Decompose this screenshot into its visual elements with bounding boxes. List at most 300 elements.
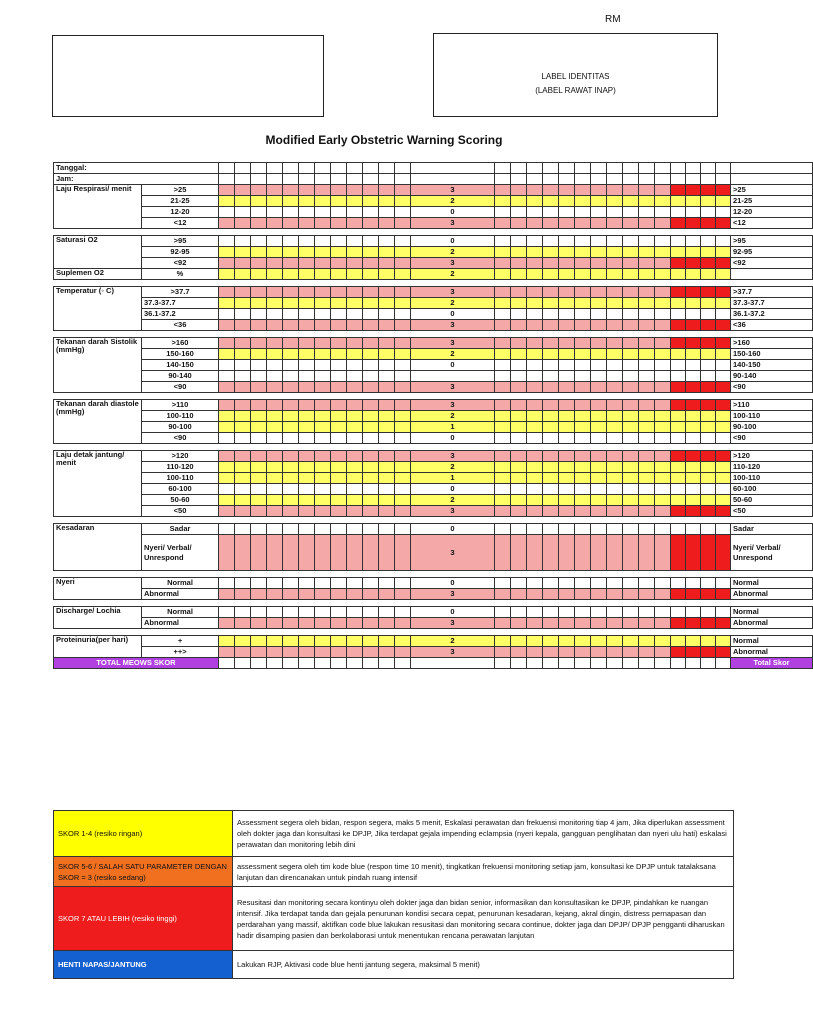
entry-cell xyxy=(607,451,623,462)
entry-cell xyxy=(379,298,395,309)
entry-cell xyxy=(607,338,623,349)
entry-cell xyxy=(559,258,575,269)
entry-cell xyxy=(283,411,299,422)
entry-cell xyxy=(331,578,347,589)
entry-cell xyxy=(283,185,299,196)
entry-cell xyxy=(639,462,655,473)
page-title: Modified Early Obstetric Warning Scoring xyxy=(265,133,503,147)
table-row xyxy=(54,607,813,618)
entry-cell xyxy=(495,647,511,658)
entry-cell xyxy=(527,207,543,218)
score-value: 3 xyxy=(411,451,495,462)
total-cell xyxy=(655,658,671,669)
entry-cell xyxy=(235,218,251,229)
entry-cell xyxy=(363,473,379,484)
entry-cell xyxy=(655,462,671,473)
entry-cell xyxy=(575,174,591,185)
entry-cell xyxy=(251,578,267,589)
entry-cell xyxy=(686,236,701,247)
entry-cell xyxy=(395,578,411,589)
entry-cell xyxy=(575,495,591,506)
entry-cell xyxy=(511,360,527,371)
entry-cell xyxy=(543,484,559,495)
entry-cell xyxy=(267,174,283,185)
identity-label-box xyxy=(433,33,718,117)
entry-cell xyxy=(716,320,731,331)
legend-row xyxy=(54,887,734,951)
score-value: 1 xyxy=(411,422,495,433)
entry-cell xyxy=(363,163,379,174)
entry-cell xyxy=(251,236,267,247)
entry-cell xyxy=(607,506,623,517)
entry-cell xyxy=(543,360,559,371)
range-label: + xyxy=(142,636,219,647)
entry-cell xyxy=(251,163,267,174)
entry-cell xyxy=(607,422,623,433)
entry-cell xyxy=(591,349,607,360)
entry-cell xyxy=(267,360,283,371)
range-label-right: Abnormal xyxy=(731,618,813,629)
entry-cell xyxy=(299,196,315,207)
entry-cell xyxy=(623,371,639,382)
entry-cell xyxy=(315,411,331,422)
entry-cell xyxy=(575,196,591,207)
entry-cell xyxy=(607,196,623,207)
entry-cell xyxy=(655,484,671,495)
entry-cell xyxy=(639,433,655,444)
legend-row xyxy=(54,857,734,887)
entry-cell xyxy=(331,196,347,207)
entry-cell xyxy=(686,247,701,258)
entry-cell xyxy=(235,618,251,629)
entry-cell xyxy=(299,400,315,411)
entry-cell xyxy=(623,400,639,411)
entry-cell xyxy=(251,473,267,484)
entry-cell xyxy=(331,360,347,371)
entry-cell xyxy=(251,371,267,382)
range-label-right xyxy=(731,269,813,280)
entry-cell xyxy=(671,451,686,462)
entry-cell xyxy=(639,400,655,411)
risk-level-label: SKOR 5-6 / SALAH SATU PARAMETER DENGAN SKOR = 3 (resiko sedang) xyxy=(54,857,233,887)
entry-cell xyxy=(495,218,511,229)
entry-cell xyxy=(655,371,671,382)
entry-cell xyxy=(527,451,543,462)
entry-cell xyxy=(701,185,716,196)
spacer-cell xyxy=(54,629,813,636)
entry-cell xyxy=(347,371,363,382)
entry-cell xyxy=(623,269,639,280)
entry-cell xyxy=(235,506,251,517)
entry-cell xyxy=(251,433,267,444)
entry-cell xyxy=(623,473,639,484)
entry-cell xyxy=(363,287,379,298)
entry-cell xyxy=(363,349,379,360)
entry-cell xyxy=(655,636,671,647)
total-score-label: Total Skor xyxy=(731,658,813,669)
entry-cell xyxy=(495,320,511,331)
entry-cell xyxy=(235,360,251,371)
entry-cell xyxy=(251,382,267,393)
entry-cell xyxy=(607,578,623,589)
entry-cell xyxy=(495,349,511,360)
table-row xyxy=(54,451,813,462)
entry-cell xyxy=(686,298,701,309)
entry-cell xyxy=(716,462,731,473)
entry-cell xyxy=(331,400,347,411)
entry-cell xyxy=(686,174,701,185)
entry-cell xyxy=(315,236,331,247)
entry-cell xyxy=(701,535,716,571)
entry-cell xyxy=(511,258,527,269)
entry-cell xyxy=(701,484,716,495)
entry-cell xyxy=(283,589,299,600)
entry-cell xyxy=(607,382,623,393)
entry-cell xyxy=(251,411,267,422)
entry-cell xyxy=(607,535,623,571)
entry-cell xyxy=(731,174,813,185)
entry-cell xyxy=(267,433,283,444)
entry-cell xyxy=(299,287,315,298)
entry-cell xyxy=(347,473,363,484)
entry-cell xyxy=(379,349,395,360)
entry-cell xyxy=(299,647,315,658)
entry-cell xyxy=(283,382,299,393)
entry-cell xyxy=(251,462,267,473)
spacer-cell xyxy=(54,444,813,451)
entry-cell xyxy=(315,360,331,371)
entry-cell xyxy=(559,287,575,298)
entry-cell xyxy=(575,589,591,600)
entry-cell xyxy=(299,506,315,517)
entry-cell xyxy=(315,484,331,495)
entry-cell xyxy=(639,207,655,218)
entry-cell xyxy=(701,338,716,349)
entry-cell xyxy=(575,349,591,360)
entry-cell xyxy=(363,298,379,309)
range-label-right: 12-20 xyxy=(731,207,813,218)
entry-cell xyxy=(219,535,235,571)
entry-cell xyxy=(315,287,331,298)
entry-cell xyxy=(591,338,607,349)
entry-cell xyxy=(559,207,575,218)
entry-cell xyxy=(575,269,591,280)
score-value: 3 xyxy=(411,618,495,629)
entry-cell xyxy=(623,433,639,444)
entry-cell xyxy=(639,535,655,571)
entry-cell xyxy=(395,207,411,218)
entry-cell xyxy=(639,506,655,517)
entry-cell xyxy=(395,484,411,495)
entry-cell xyxy=(331,473,347,484)
total-cell xyxy=(623,658,639,669)
entry-cell xyxy=(347,196,363,207)
entry-cell xyxy=(251,618,267,629)
entry-cell xyxy=(347,422,363,433)
entry-cell xyxy=(331,422,347,433)
range-label: 100-110 xyxy=(142,473,219,484)
entry-cell xyxy=(511,309,527,320)
entry-cell xyxy=(251,247,267,258)
entry-cell xyxy=(655,207,671,218)
entry-cell xyxy=(655,349,671,360)
entry-cell xyxy=(671,247,686,258)
entry-cell xyxy=(639,451,655,462)
entry-cell xyxy=(543,163,559,174)
entry-cell xyxy=(379,320,395,331)
entry-cell xyxy=(575,535,591,571)
entry-cell xyxy=(363,636,379,647)
entry-cell xyxy=(219,269,235,280)
entry-cell xyxy=(559,589,575,600)
entry-cell xyxy=(591,506,607,517)
range-label-right: 100-110 xyxy=(731,411,813,422)
score-value: 0 xyxy=(411,578,495,589)
entry-cell xyxy=(283,484,299,495)
entry-cell xyxy=(363,371,379,382)
entry-cell xyxy=(607,473,623,484)
entry-cell xyxy=(379,422,395,433)
entry-cell xyxy=(395,236,411,247)
entry-cell xyxy=(363,309,379,320)
entry-cell xyxy=(716,411,731,422)
entry-cell xyxy=(701,451,716,462)
range-label: 100-110 xyxy=(142,411,219,422)
entry-cell xyxy=(701,462,716,473)
entry-cell xyxy=(219,320,235,331)
entry-cell xyxy=(395,451,411,462)
entry-cell xyxy=(347,618,363,629)
entry-cell xyxy=(495,269,511,280)
entry-cell xyxy=(315,320,331,331)
table-row xyxy=(54,196,813,207)
entry-cell xyxy=(315,451,331,462)
entry-cell xyxy=(379,309,395,320)
entry-cell xyxy=(219,433,235,444)
entry-cell xyxy=(655,535,671,571)
entry-cell xyxy=(379,484,395,495)
entry-cell xyxy=(591,298,607,309)
group-spacer xyxy=(54,280,813,287)
entry-cell xyxy=(701,287,716,298)
entry-cell xyxy=(686,422,701,433)
entry-cell xyxy=(511,185,527,196)
entry-cell xyxy=(235,400,251,411)
entry-cell xyxy=(527,636,543,647)
entry-cell xyxy=(559,349,575,360)
entry-cell xyxy=(671,524,686,535)
total-cell xyxy=(235,658,251,669)
risk-action-text: Lakukan RJP, Aktivasi code blue henti jantung segera, maksimal 5 menit) xyxy=(233,951,734,979)
entry-cell xyxy=(559,495,575,506)
group-spacer xyxy=(54,229,813,236)
entry-cell xyxy=(235,636,251,647)
entry-cell xyxy=(251,258,267,269)
entry-cell xyxy=(655,422,671,433)
score-value: 0 xyxy=(411,207,495,218)
entry-cell xyxy=(701,207,716,218)
entry-cell xyxy=(716,647,731,658)
entry-cell xyxy=(331,462,347,473)
entry-cell xyxy=(623,578,639,589)
entry-cell xyxy=(701,218,716,229)
entry-cell xyxy=(235,338,251,349)
entry-cell xyxy=(315,462,331,473)
entry-cell xyxy=(283,524,299,535)
score-value: 0 xyxy=(411,236,495,247)
entry-cell xyxy=(251,185,267,196)
range-label-right: 36.1-37.2 xyxy=(731,309,813,320)
entry-cell xyxy=(219,506,235,517)
entry-cell xyxy=(379,607,395,618)
entry-cell xyxy=(283,207,299,218)
entry-cell xyxy=(716,247,731,258)
entry-cell xyxy=(511,236,527,247)
entry-cell xyxy=(591,473,607,484)
entry-cell xyxy=(591,236,607,247)
entry-cell xyxy=(701,473,716,484)
entry-cell xyxy=(511,400,527,411)
entry-cell xyxy=(511,196,527,207)
entry-cell xyxy=(623,298,639,309)
table-row xyxy=(54,298,813,309)
entry-cell xyxy=(379,247,395,258)
entry-cell xyxy=(495,338,511,349)
entry-cell xyxy=(251,174,267,185)
entry-cell xyxy=(379,163,395,174)
entry-cell xyxy=(235,607,251,618)
entry-cell xyxy=(623,338,639,349)
entry-cell xyxy=(716,309,731,320)
entry-cell xyxy=(716,636,731,647)
entry-cell xyxy=(686,218,701,229)
entry-cell xyxy=(511,647,527,658)
entry-cell xyxy=(267,400,283,411)
entry-cell xyxy=(639,360,655,371)
entry-cell xyxy=(251,535,267,571)
entry-cell xyxy=(701,400,716,411)
entry-cell xyxy=(686,484,701,495)
range-label: >25 xyxy=(142,185,219,196)
entry-cell xyxy=(527,269,543,280)
entry-cell xyxy=(591,524,607,535)
entry-cell xyxy=(591,400,607,411)
entry-cell xyxy=(315,589,331,600)
entry-cell xyxy=(527,320,543,331)
entry-cell xyxy=(347,382,363,393)
entry-cell xyxy=(527,174,543,185)
entry-cell xyxy=(315,349,331,360)
entry-cell xyxy=(527,309,543,320)
score-value: 3 xyxy=(411,506,495,517)
entry-cell xyxy=(379,473,395,484)
entry-cell xyxy=(315,371,331,382)
range-label: 60-100 xyxy=(142,484,219,495)
entry-cell xyxy=(495,298,511,309)
entry-cell xyxy=(527,433,543,444)
entry-cell xyxy=(235,462,251,473)
entry-cell xyxy=(299,236,315,247)
entry-cell xyxy=(315,607,331,618)
entry-cell xyxy=(527,462,543,473)
entry-cell xyxy=(607,258,623,269)
entry-cell xyxy=(379,433,395,444)
total-cell xyxy=(331,658,347,669)
entry-cell xyxy=(575,422,591,433)
entry-cell xyxy=(315,382,331,393)
entry-cell xyxy=(655,185,671,196)
entry-cell xyxy=(575,524,591,535)
entry-cell xyxy=(267,371,283,382)
total-cell xyxy=(527,658,543,669)
entry-cell xyxy=(495,247,511,258)
entry-cell xyxy=(347,636,363,647)
entry-cell xyxy=(543,607,559,618)
entry-cell xyxy=(219,174,235,185)
entry-cell xyxy=(671,535,686,571)
entry-cell xyxy=(543,535,559,571)
entry-cell xyxy=(671,382,686,393)
entry-cell xyxy=(267,607,283,618)
entry-cell xyxy=(686,400,701,411)
entry-cell xyxy=(379,647,395,658)
entry-cell xyxy=(511,607,527,618)
entry-cell xyxy=(283,163,299,174)
entry-cell xyxy=(283,473,299,484)
entry-cell xyxy=(686,320,701,331)
entry-cell xyxy=(527,218,543,229)
entry-cell xyxy=(701,174,716,185)
entry-cell xyxy=(331,349,347,360)
entry-cell xyxy=(575,618,591,629)
entry-cell xyxy=(315,618,331,629)
entry-cell xyxy=(331,607,347,618)
total-cell xyxy=(511,658,527,669)
spacer-cell xyxy=(54,280,813,287)
entry-cell xyxy=(315,473,331,484)
entry-cell xyxy=(623,636,639,647)
entry-cell xyxy=(639,236,655,247)
entry-cell xyxy=(591,422,607,433)
entry-cell xyxy=(671,174,686,185)
entry-cell xyxy=(623,349,639,360)
group-spacer xyxy=(54,393,813,400)
range-label-right: 21-25 xyxy=(731,196,813,207)
entry-cell xyxy=(379,207,395,218)
entry-cell xyxy=(511,247,527,258)
entry-cell xyxy=(395,338,411,349)
entry-cell xyxy=(639,636,655,647)
entry-cell xyxy=(655,524,671,535)
entry-cell xyxy=(219,338,235,349)
entry-cell xyxy=(267,636,283,647)
range-label: <90 xyxy=(142,382,219,393)
entry-cell xyxy=(511,578,527,589)
entry-cell xyxy=(283,495,299,506)
entry-cell xyxy=(283,433,299,444)
entry-cell xyxy=(716,578,731,589)
entry-cell xyxy=(559,247,575,258)
entry-cell xyxy=(379,174,395,185)
entry-cell xyxy=(299,163,315,174)
range-label: Abnormal xyxy=(142,618,219,629)
entry-cell xyxy=(591,196,607,207)
entry-cell xyxy=(235,287,251,298)
entry-cell xyxy=(686,433,701,444)
entry-cell xyxy=(283,247,299,258)
entry-cell xyxy=(331,451,347,462)
entry-cell xyxy=(686,258,701,269)
